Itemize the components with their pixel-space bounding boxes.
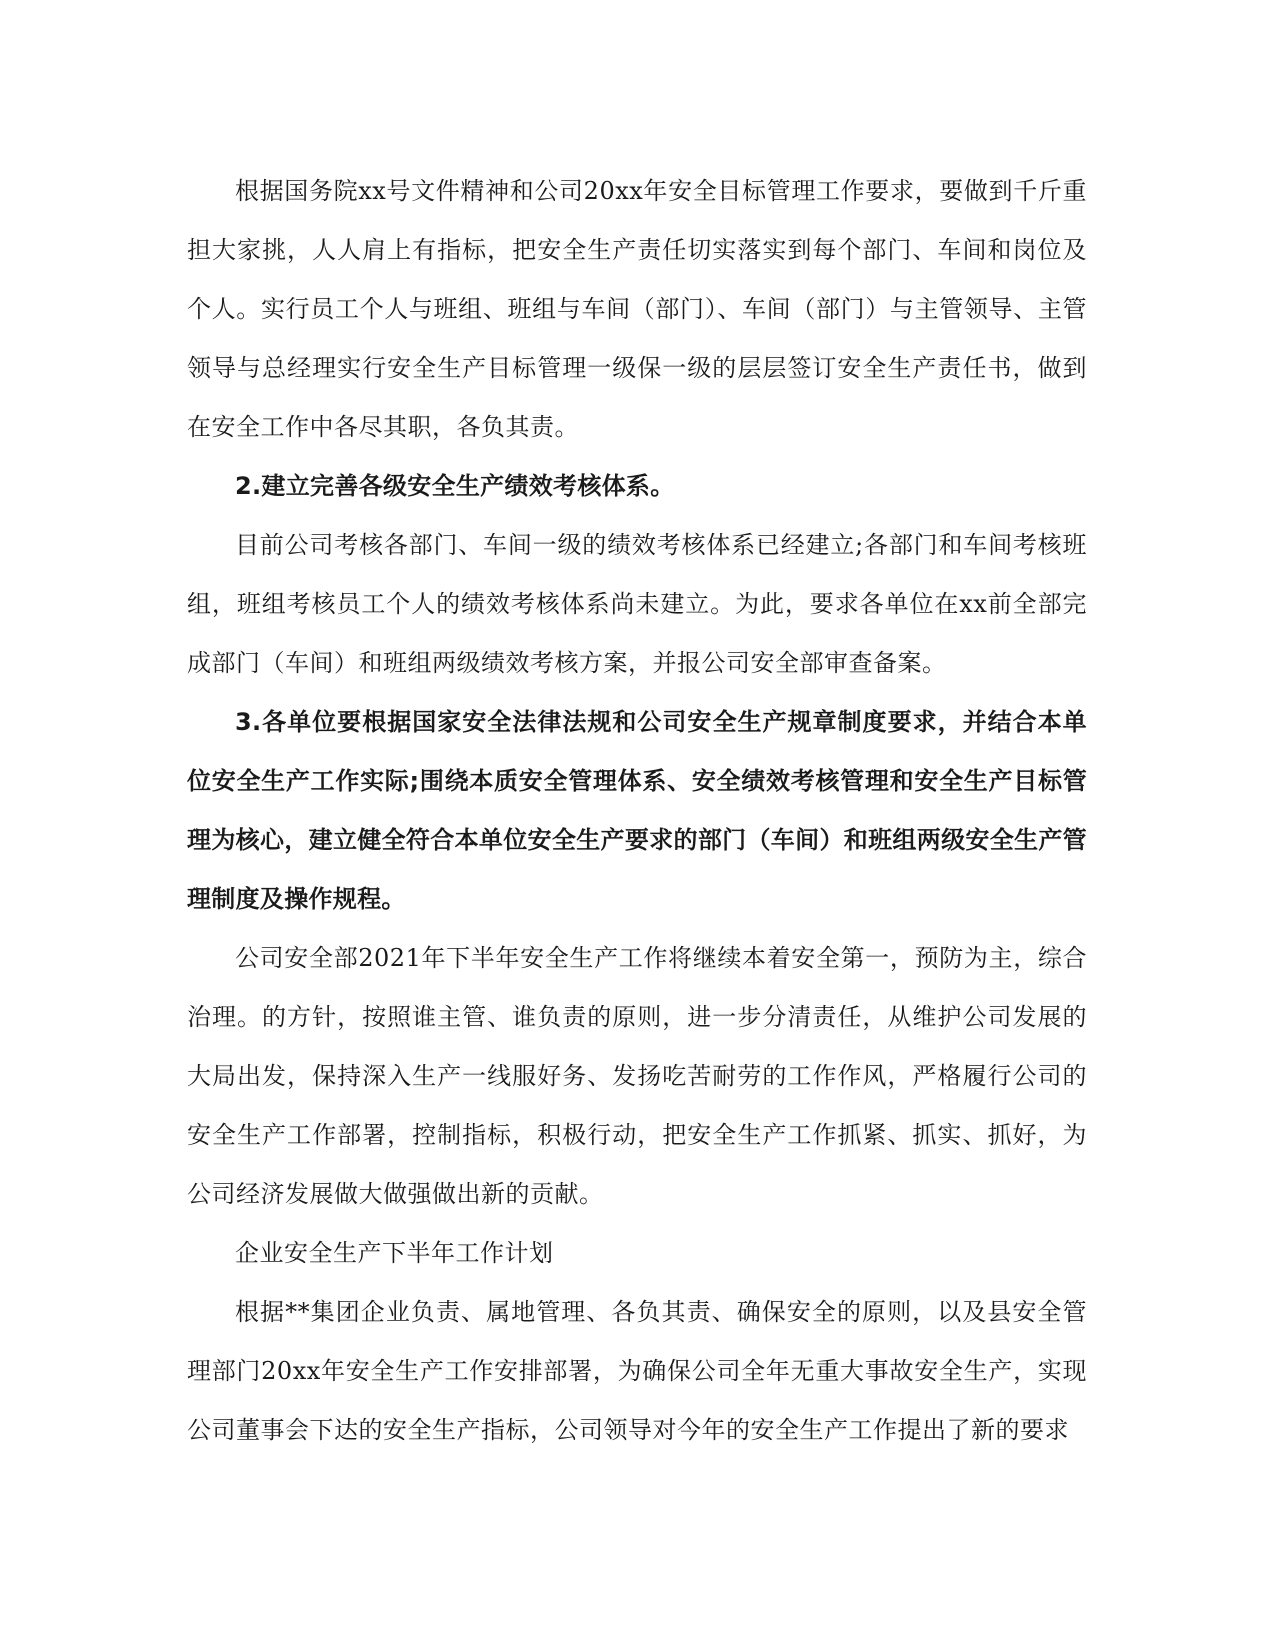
heading-item-2: 2.建立完善各级安全生产绩效考核体系。 <box>235 472 675 500</box>
paragraph-group-principles: 根据**集团企业负责、属地管理、各负其责、确保安全的原则，以及县安全管理部门20xx年安全生产工作安排部署，为确保公司全年无重大事故安全生产，实现公司董事会下达的安全生产指标，公司领导对今年的安全生产工作提出了新的要求 <box>187 1298 1087 1444</box>
section-title: 企业安全生产下半年工作计划 <box>235 1239 554 1267</box>
heading-item-3: 3.各单位要根据国家安全法律法规和公司安全生产规章制度要求，并结合本单位安全生产工作实际;围绕本质安全管理体系、安全绩效考核管理和安全生产目标管理为核心，建立健全符合本单位安全生产要求的部门（车间）和班组两级安全生产管理制度及操作规程。 <box>187 708 1087 913</box>
paragraph-safety-responsibility: 根据国务院xx号文件精神和公司20xx年安全目标管理工作要求，要做到千斤重担大家挑，人人肩上有指标，把安全生产责任切实落实到每个部门、车间和岗位及个人。实行员工个人与班组、班组与车间（部门）、车间（部门）与主管领导、主管领导与总经理实行安全生产目标管理一级保一级的层层签订安全生产责任书，做到在安全工作中各尽其职，各负其责。 <box>187 177 1087 441</box>
paragraph-performance-assessment: 目前公司考核各部门、车间一级的绩效考核体系已经建立;各部门和车间考核班组，班组考核员工个人的绩效考核体系尚未建立。为此，要求各单位在xx前全部完成部门（车间）和班组两级绩效考核方案，并报公司安全部审查备案。 <box>187 531 1087 677</box>
document-body <box>187 162 1087 1460</box>
paragraph-second-half-plan: 公司安全部2021年下半年安全生产工作将继续本着安全第一，预防为主，综合治理。的方针，按照谁主管、谁负责的原则，进一步分清责任，从维护公司发展的大局出发，保持深入生产一线服好务、发扬吃苦耐劳的工作作风，严格履行公司的安全生产工作部署，控制指标，积极行动，把安全生产工作抓紧、抓实、抓好，为公司经济发展做大做强做出新的贡献。 <box>187 944 1087 1208</box>
